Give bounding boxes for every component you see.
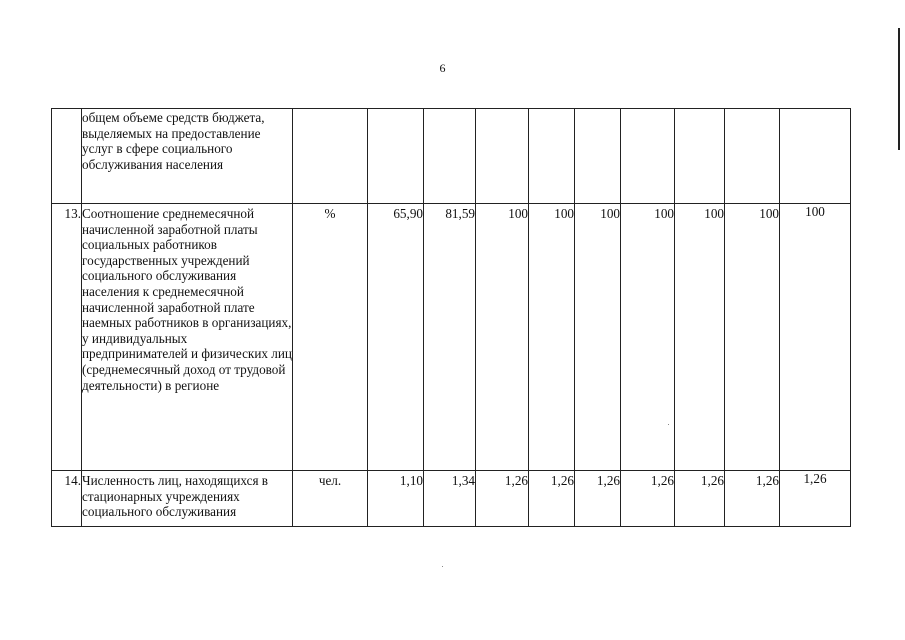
value-cell: 100 — [529, 204, 575, 471]
row-number — [52, 109, 82, 204]
indicator-name: общем объеме средств бюджета, выделяемых на предоставление услуг в сфере социального обслуживания населения — [82, 109, 293, 204]
value-cell — [621, 109, 675, 204]
row-number: 13. — [52, 204, 82, 471]
table-row — [52, 471, 851, 527]
indicators-table — [51, 108, 851, 527]
value-cell: 100 — [725, 204, 780, 471]
row-number: 14. — [52, 471, 82, 527]
page-number: 6 — [439, 61, 446, 75]
value-cell: 65,90 — [368, 204, 424, 471]
value-cell — [368, 109, 424, 204]
indicator-name: Соотношение среднемесячной начисленной заработной платы социальных работников государственных учреждений социального обслуживания населения к среднемесячной начисленной заработной плате наемных работников в организациях, у индивидуальных предпринимателей и физических лиц (среднемесячный доход от трудовой деятельности) в регионе — [82, 204, 293, 471]
value-cell: 1,26 — [675, 471, 725, 527]
value-cell: 100 — [575, 204, 621, 471]
unit-cell: чел. — [293, 471, 368, 527]
value-cell: 100 — [780, 204, 851, 471]
unit-cell — [293, 109, 368, 204]
value-cell — [424, 109, 476, 204]
value-cell — [476, 109, 529, 204]
unit-cell: % — [293, 204, 368, 471]
table-row — [52, 109, 851, 204]
value-cell — [529, 109, 575, 204]
table-row — [52, 204, 851, 471]
value-cell: 81,59 — [424, 204, 476, 471]
value-cell: 1,26 — [621, 471, 675, 527]
value-cell: 1,26 — [575, 471, 621, 527]
value-cell: 100 — [621, 204, 675, 471]
value-cell — [780, 109, 851, 204]
value-cell: 1,26 — [476, 471, 529, 527]
value-cell: 1,26 — [725, 471, 780, 527]
value-cell: 100 — [675, 204, 725, 471]
value-cell — [725, 109, 780, 204]
scan-edge-line — [898, 28, 900, 150]
value-cell: 1,26 — [780, 471, 851, 527]
value-cell: 1,10 — [368, 471, 424, 527]
value-cell: 1,34 — [424, 471, 476, 527]
value-cell: 1,26 — [529, 471, 575, 527]
value-cell — [575, 109, 621, 204]
value-cell: 100 — [476, 204, 529, 471]
scan-speck — [442, 566, 443, 567]
value-cell — [675, 109, 725, 204]
indicator-name: Численность лиц, находящихся в стационарных учреждениях социального обслуживания — [82, 471, 293, 527]
